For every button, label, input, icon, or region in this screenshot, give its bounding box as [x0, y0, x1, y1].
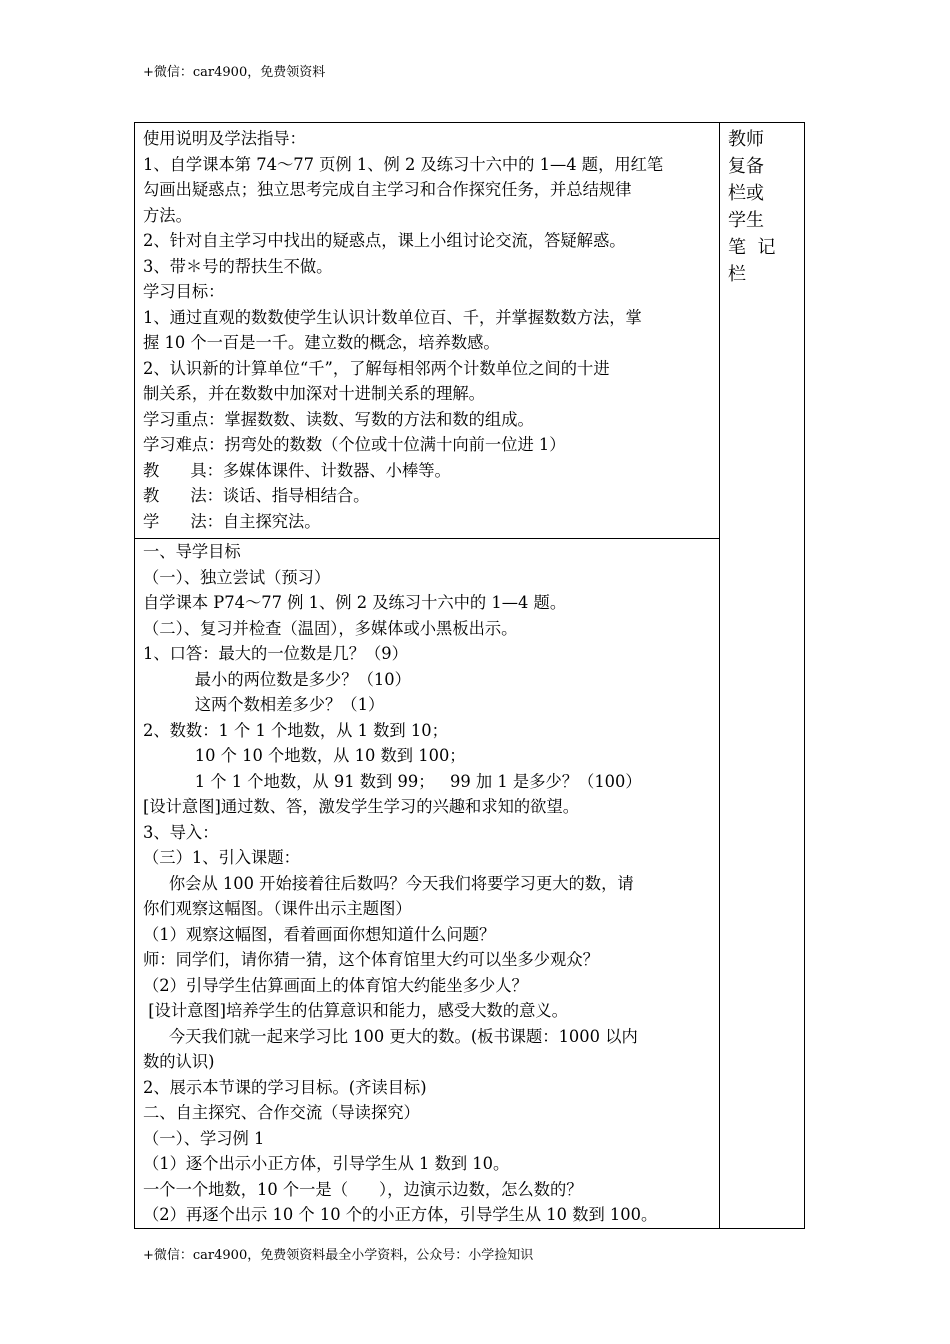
instruction-line: 学习目标：: [143, 282, 225, 301]
procedure-line: （1）观察这幅图，看着画面你想知道什么问题？: [143, 924, 496, 944]
instruction-line: 制关系，并在数数中加深对十进制关系的理解。: [143, 384, 485, 403]
procedure-line: 你们观察这幅图。（课件出示主题图）: [143, 899, 412, 918]
instruction-line: 1、自学课本第 74～77 页例 1、例 2 及练习十六中的 1—4 题，用红笔: [143, 154, 664, 174]
procedure-line: 1 个 1 个地数，从 91 数到 99； 99 加 1 是多少？（100）: [143, 771, 642, 791]
procedure-line: 1、口答：最大的一位数是几？（9）: [143, 644, 408, 663]
procedure-line: [设计意图]培养学生的估算意识和能力，感受大数的意义。: [143, 1001, 568, 1020]
lesson-plan-table: [134, 122, 805, 1229]
instruction-line: 2、认识新的计算单位“千”，了解每相邻两个计数单位之间的十进: [143, 358, 610, 378]
procedure-line: （一）、独立尝试（预习）: [143, 567, 331, 587]
page-header-watermark: +微信：car4900，免费领资料: [143, 65, 326, 80]
instruction-line: 1、通过直观的数数使学生认识计数单位百、千，并掌握数数方法，掌: [143, 307, 642, 327]
procedure-line: （2）再逐个出示 10 个 10 个的小正方体，引导学生从 10 数到 100。: [143, 1205, 658, 1224]
side-column-line: 栏: [728, 264, 746, 285]
procedure-line: 10 个 10 个地数，从 10 数到 100；: [143, 746, 466, 765]
procedure-line: 师：同学们，请你猜一猜，这个体育馆里大约可以坐多少观众？: [143, 950, 599, 969]
procedure-line: （三）1、引入课题：: [143, 848, 300, 867]
instruction-line: 学习重点：掌握数数、读数、写数的方法和数的组成。: [143, 409, 534, 429]
side-column-line: 教师: [728, 129, 764, 150]
teacher-notes-heading: [720, 123, 804, 288]
procedure-line: （2）引导学生估算画面上的体育馆大约能坐多少人？: [143, 975, 528, 995]
procedure-line: （一）、学习例 1: [143, 1128, 265, 1148]
procedure-line: 数的认识): [143, 1052, 215, 1071]
procedure-line: （1）逐个出示小正方体，引导学生从 1 数到 10。: [143, 1154, 510, 1173]
instruction-line: 3、带＊号的帮扶生不做。: [143, 256, 333, 276]
teacher-notes-column: [720, 123, 805, 1229]
procedure-line: 今天我们就一起来学习比 100 更大的数。(板书课题：1000 以内: [143, 1026, 638, 1046]
instruction-line: 使用说明及学法指导：: [143, 129, 306, 148]
procedure-line: 一个一个地数，10 个一是（ ），边演示边数，怎么数的？: [143, 1179, 583, 1199]
side-column-line: 学生: [728, 210, 764, 231]
procedure-line: 这两个数相差多少？（1）: [143, 695, 385, 714]
instruction-line: 学习难点：拐弯处的数数（个位或十位满十向前一位进 1）: [143, 435, 566, 454]
procedure-cell: [135, 539, 720, 1229]
procedure-line: [设计意图]通过数、答，激发学生学习的兴趣和求知的欲望。: [143, 797, 580, 816]
instruction-line: 握 10 个一百是一千。建立数的概念，培养数感。: [143, 333, 500, 352]
instructions-cell: [135, 123, 720, 539]
page-footer-watermark: +微信：car4900，免费领资料最全小学资料，公众号：小学捡知识: [143, 1248, 534, 1263]
side-column-line: 栏或: [728, 183, 764, 204]
procedure-line: 最小的两位数是多少？（10）: [143, 669, 411, 689]
side-column-line: 笔 记: [728, 237, 776, 258]
procedure-line: 3、导入：: [143, 822, 219, 842]
instruction-line: 教 法：谈话、指导相结合。: [143, 486, 370, 505]
instruction-line: 2、针对自主学习中找出的疑惑点，课上小组讨论交流，答疑解惑。: [143, 231, 626, 250]
instruction-line: 勾画出疑惑点；独立思考完成自主学习和合作探究任务，并总结规律: [143, 180, 632, 199]
procedure-line: 一、导学目标: [143, 542, 241, 561]
procedure-line: 自学课本 P74～77 例 1、例 2 及练习十六中的 1—4 题。: [143, 593, 567, 612]
procedure-line: 你会从 100 开始接着往后数吗？今天我们将要学习更大的数，请: [143, 873, 634, 893]
side-column-line: 复备: [728, 156, 764, 177]
instruction-line: 学 法：自主探究法。: [143, 511, 321, 531]
procedure-line: （二）、复习并检查（温固），多媒体或小黑板出示。: [143, 618, 518, 638]
procedure-line: 2、展示本节课的学习目标。(齐读目标): [143, 1077, 427, 1097]
instruction-line: 教 具：多媒体课件、计数器、小棒等。: [143, 460, 451, 480]
procedure-text: [135, 539, 719, 1228]
procedure-line: 二、自主探究、合作交流（导读探究）: [143, 1103, 420, 1122]
instructions-text: [135, 123, 719, 538]
instruction-line: 方法。: [143, 205, 192, 225]
procedure-line: 2、数数：1 个 1 个地数，从 1 数到 10；: [143, 720, 448, 740]
